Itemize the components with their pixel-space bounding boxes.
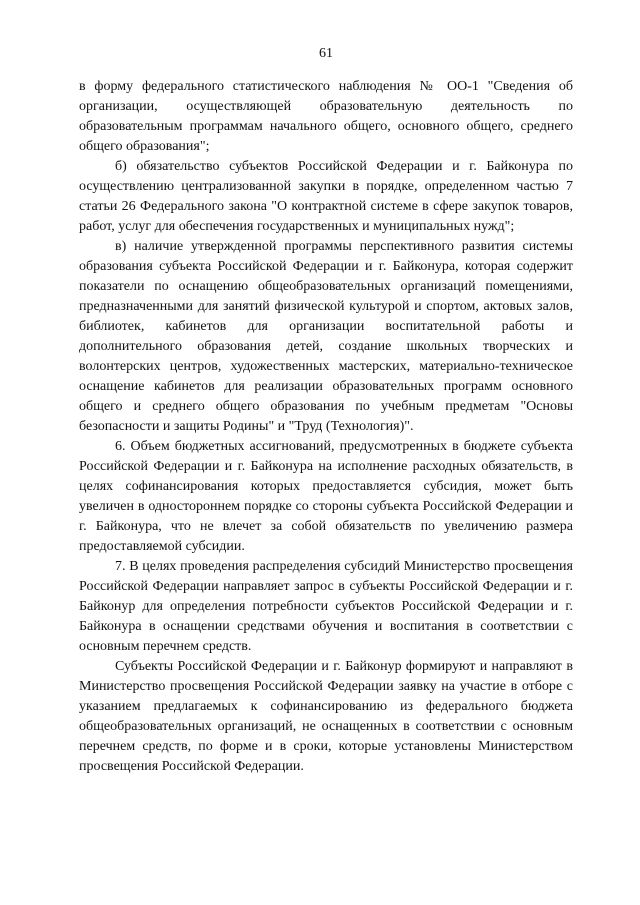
paragraph-point-7: 7. В целях проведения распределения субсидий Министерство просвещения Российской Федерации направляет запрос в субъекты Российской Федерации и г. Байконур для определения потребности субъектов Российской Федерации и г. Байконура в оснащении средствами обучения и воспитания в соответствии с основным перечнем средств. [79, 559, 573, 654]
page-number: 61 [319, 46, 333, 61]
paragraph-item-v: в) наличие утвержденной программы перспективного развития системы образования субъекта Российской Федерации и г. Байконура, которая содержит показатели по оснащению общеобразовательных организаций помещениями, предназначенными для занятий физической культурой и спортом, актовых залов, библиотек, кабинетов для организации воспитательной работы и дополнительного образования детей, создание школьных творческих и волонтерских центров, художественных мастерских, материально-техническое оснащение кабинетов для реализации образовательных программ основного общего и среднего общего образования по учебным предметам "Основы безопасности и защиты Родины" и "Труд (Технология)". [79, 239, 573, 434]
paragraph-application: Субъекты Российской Федерации и г. Байконур формируют и направляют в Министерство просвещения Российской Федерации заявку на участие в отборе с указанием предлагаемых к софинансированию из федерального бюджета общеобразовательных организаций, не оснащенных в соответствии с основным перечнем средств, по форме и в сроки, которые установлены Министерством просвещения Российской Федерации. [79, 659, 573, 774]
paragraph-form-oo1: в форму федерального статистического наблюдения № ОО-1 "Сведения об организации, осуществляющей образовательную деятельность по образовательным программам начального общего, основного общего, среднего общего образования"; [79, 79, 573, 154]
paragraph-point-6: 6. Объем бюджетных ассигнований, предусмотренных в бюджете субъекта Российской Федерации и г. Байконура на исполнение расходных обязательств, в целях софинансирования которых предоставляется субсидия, может быть увеличен в одностороннем порядке со стороны субъекта Российской Федерации и г. Байконура, что не влечет за собой обязательств по увеличению размера предоставляемой субсидии. [79, 439, 573, 554]
paragraph-item-b: б) обязательство субъектов Российской Федерации и г. Байконура по осуществлению централизованной закупки в порядке, определенном частью 7 статьи 26 Федерального закона "О контрактной системе в сфере закупок товаров, работ, услуг для обеспечения государственных и муниципальных нужд"; [79, 159, 573, 234]
